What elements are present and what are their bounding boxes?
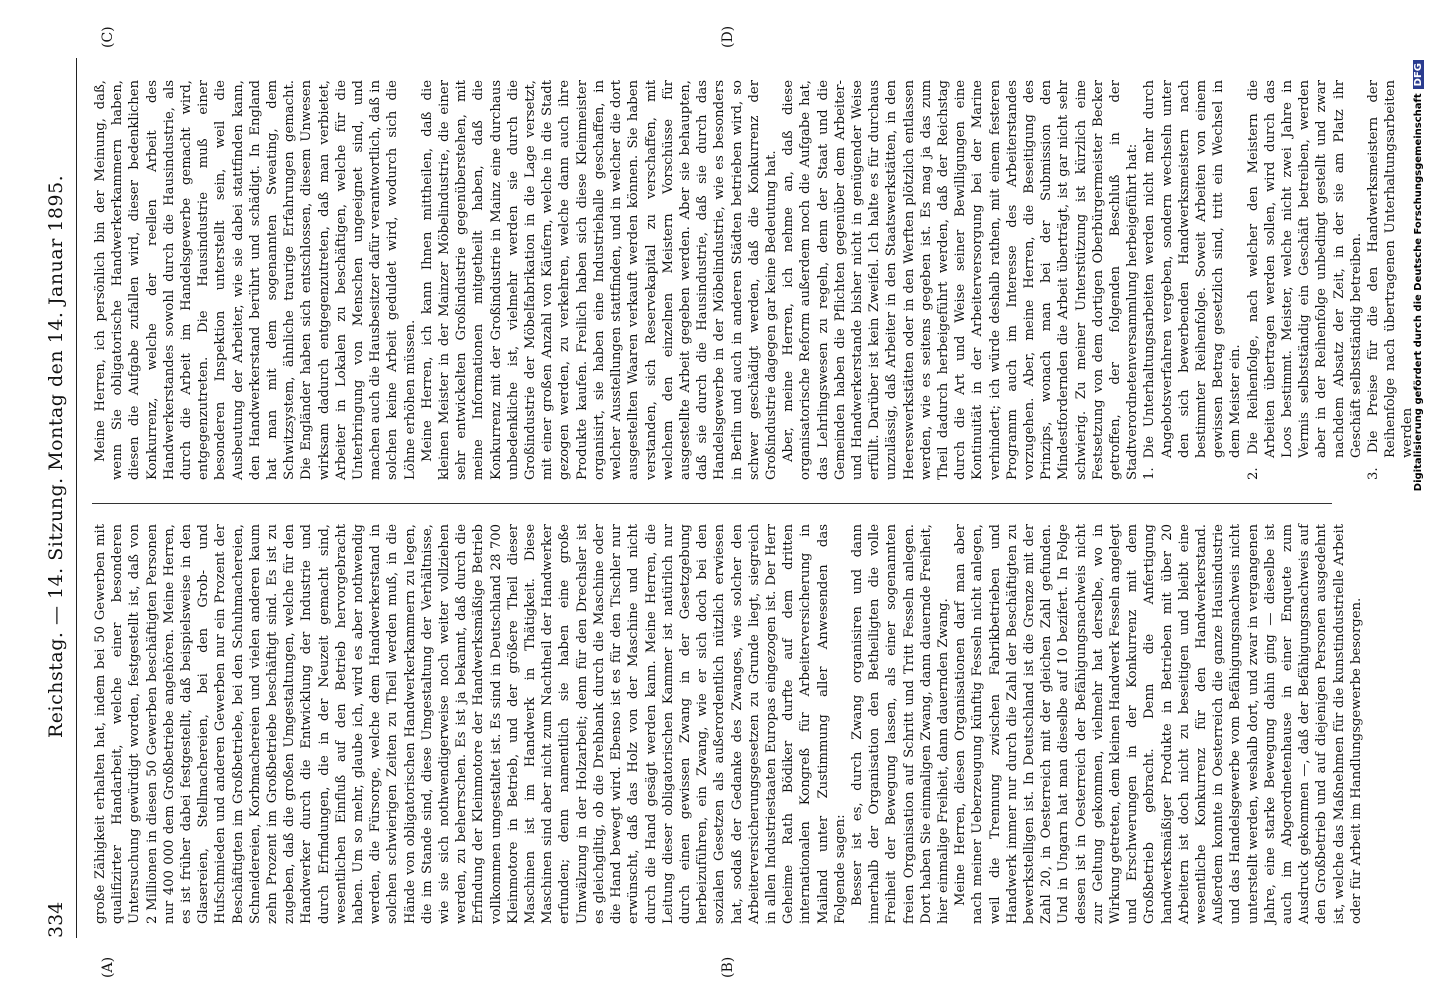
- right-column: [92, 80, 1416, 480]
- left-column: [92, 524, 1364, 924]
- page-header: [36, 58, 77, 938]
- paragraph: Meine Herren, diesen Organisationen darf man aber nach meiner Ueberzeugung künftig Fesseln nicht anlegen, weil die Trennung zwischen Fabrikbetrieben und Handwerk immer nur durch die Zahl der Beschäftigten zu bewerkstelligen ist. In Deutschland ist die Grenze mit der Zahl 20, in Oesterreich mit der gleichen Zahl gefunden. Und in Ungarn hat man dieselbe auf 10 bezifert. In Folge dessen ist in Oesterreich der Befähigungsnachweis nicht zur Geltung gekommen, vielmehr hat derselbe, wo in Wirkung getreten, dem kleinen Handwerk Fesseln angelegt und Erschwerungen in der Konkurrenz mit dem Großbetrieb gebracht. Denn die Anfertigung handwerksmäßiger Produkte in Betrieben mit über 20 Arbeitern ist doch nicht zu beseitigen und bleibt eine wesentliche Konkurrenz für den Handwerkerstand. Außerdem konnte in Oesterreich die ganze Hausindustrie und das Handelsgewerbe vom Befähigungsnachweis nicht unterstellt werden, weshalb dort, und zwar in vergangenen Jahre, eine starke Bewegung dahin ging — dieselbe ist auch im Abgeordnetenhause in einer Enquete zum Ausdruck gekommen —, daß der Befähigungsnachweis auf den Großbetrieb und auf diejenigen Personen ausgedehnt ist, welche das Maßnehmen für die kunstindustrielle Arbeit oder für Arbeit im Handlungsgewerbe besorgen.: [953, 524, 1364, 924]
- margin-marker-c: (C): [100, 26, 116, 48]
- margin-marker-d: (D): [720, 25, 736, 48]
- digitization-credit: [1410, 60, 1428, 940]
- list-item: 3. Die Preise für die den Handwerksmeistern der Reihenfolge nach übertragenen Unterhaltungsarbeiten werden: [1366, 80, 1416, 480]
- paragraph: Meine Herren, ich kann Ihnen mittheilen, daß die kleinen Meister in der Mainzer Möbelindustrie, die einer sehr entwickelten Großindustrie gegenüberstehen, mit meine Informationen mitgetheilt haben, daß die Konkurrenz mit der Großindustrie in Mainz eine durchaus unbedenkliche ist, vielmehr werden sie durch die Großindustrie der Möbelfabrikation in die Lage versetzt, mit einer großen Anzahl von Käufern, welche in die Stadt gezogen werden, zu verkehren, welche dann auch ihre Produkte kaufen. Freilich haben sich diese Kleinmeister organisirt, sie haben eine Industriehalle geschaffen, in welcher Ausstellungen stattfinden, und in welcher die dort ausgestellten Waaren verkauft werden können. Sie haben verstanden, sich Reservekapital zu verschaffen, mit welchem den einzelnen Meistern Vorschüsse für ausgestellte Arbeit gegeben werden. Aber sie behaupten, daß sie durch die Hausindustrie, daß sie durch das Handelsgewerbe in der Möbelindustrie, wie es besonders in Berlin und auch in anderen Städten betrieben wird, so schwer geschädigt werden, daß die Konkurrenz der Großindustrie dagegen gar keine Bedeutung hat.: [419, 80, 779, 480]
- dfg-logo: DFG: [1413, 60, 1424, 89]
- column-divider: [92, 503, 1332, 504]
- page-number: 334: [45, 901, 67, 938]
- paragraph: Aber, meine Herren, ich nehme an, daß diese organisatorische Reform außerdem noch die Aufgabe hat, das Lehrlingswesen zu regeln, denn der Staat und die Gemeinden haben die Pflichten gegenüber dem Arbeiter- und Handwerkerstande bisher nicht in genügender Weise erfüllt. Darüber ist kein Zweifel. Ich halte es für durchaus unzulässig, daß Arbeiter in den Staatswerkstätten, in den Heereswerkstätten oder in den Werften plötzlich entlassen werden, wie es seitens gegeben ist. Es mag ja das zum Theil dadurch herbeigeführt werden, daß der Reichstag durch die Art und Weise seiner Bewilligungen eine Kontinuität in der Arbeiterversorgung bei der Marine verhindert; ich würde deshalb rathen, mit einem festeren Programm auch im Interesse des Arbeiterstandes vorzugehen. Aber, meine Herren, die Beseitigung des Prinzips, wonach man bei der Submission den Mindestfordernden die Arbeit überträgt, ist gar nicht sehr schwierig. Zu meiner Unterstützung ist kürzlich eine Festsetzung von dem dortigen Oberbürgermeister Becker getroffen, der folgenden Beschluß in der Stadtverordnetenversammlung herbeigeführt hat:: [781, 80, 1141, 480]
- quotation: Besser ist es, durch Zwang organisiren und dann innerhalb der Organisation den Betheiligten die volle Freiheit der Bewegung lassen, als einer sogenannten freien Organisation auf Schritt und Tritt Fesseln anlegen. Dort haben Sie einmaligen Zwang, dann dauernde Freiheit, hier einmalige Freiheit, dann dauernden Zwang.: [849, 524, 951, 924]
- list-item: 1. Die Unterhaltungsarbeiten werden nicht mehr durch Angebotsverfahren vergeben, sondern wechseln unter den sich bewerbenden Handwerksmeistern nach bestimmter Reihenfolge. Soweit Arbeiten von einem gewissen Betrag gesetzlich sind, tritt ein Wechsel in dem Meister ein.: [1142, 80, 1244, 480]
- margin-marker-b: (B): [720, 956, 736, 978]
- credit-text: Digitalisierung gefördert durch die Deutsche Forschungsgemeinschaft: [1413, 93, 1424, 492]
- paragraph: Meine Herren, ich persönlich bin der Meinung, daß, wenn Sie obligatorische Handwerkerkammern haben, diesen die Aufgabe zufallen wird, dieser bedenklichen Konkurrenz, welche der reellen Arbeit des Handwerkerstandes sowohl durch die Hausindustrie, als durch die Arbeit im Handelsgewerbe gemacht wird, entgegenzutreten. Die Hausindustrie muß einer besonderen Inspektion unterstellt sein, weil die Ausbeutung der Arbeiter, wie sie dabei stattfinden kann, den Handwerkerstand berührt und schädigt. In England hat man mit dem sogenannten Sweating, dem Schwitzsystem, ähnliche traurige Erfahrungen gemacht. Die Engländer haben sich entschlossen, diesem Unwesen wirksam dadurch entgegenzutreten, daß man verbietet, Arbeiter in Lokalen zu beschäftigen, welche für die Unterbringung von Menschen ungeeignet sind, und machen auch die Hausbesitzer dafür verantwortlich, daß in solchen keine Arbeit geduldet wird, wodurch sich die Löhne erhöhen müssen.: [93, 80, 418, 480]
- margin-marker-a: (A): [100, 956, 116, 978]
- paragraph: große Zähigkeit erhalten hat, indem bei 50 Gewerben mit qualifizirter Handarbeit, welche einer besonderen Untersuchung gewürdigt worden, festgestellt ist, daß von 2 Millionen in diesen 50 Gewerben beschäftigten Personen nur 400 000 dem Großbetriebe angehören. Meine Herren, es ist früher dabei festgestellt, daß beispielsweise in den Glasereien, Stellmachereien, bei den Grob- und Hufschmieden und anderen Gewerben nur ein Prozent der Beschäftigten im Großbetriebe, bei den Schuhmachereien, Schneidereien, Korbmachereien und vielen anderen kaum zehn Prozent im Großbetriebe beschäftigt sind. Es ist zu zugeben, daß die großen Umgestaltungen, welche für den Handwerker durch die Entwicklung der Industrie und durch Erfindungen, die in der Neuzeit gemacht sind, wesentlichen Einfluß auf den Betrieb hervorgebracht haben. Um so mehr, glaube ich, wird es aber nothwendig werden, die Fürsorge, welche dem Handwerkerstand in solchen schwierigen Zeiten zu Theil werden muß, in die Hände von obligatorischen Handwerkerkammern zu legen, die im Stande sind, diese Umgestaltung der Verhältnisse, wie sie sich nothwendigerweise noch weiter vollziehen werden, zu beherrschen. Es ist ja bekannt, daß durch die Erfindung der Kleinmotore der Handwerksmäßige Betrieb vollkommen umgestaltet ist. Es sind in Deutschland 28 700 Kleinmotore in Betrieb, und der größere Theil dieser Maschinen ist im Handwerk in Thätigkeit. Diese Maschinen sind aber nicht zum Nachtheil der Handwerker erfunden; denn namentlich sie haben eine große Umwälzung in der Holzarbeit; denn für den Drechsler ist es gleichgiltig, ob die Drehbank durch die Maschine oder die Hand bewegt wird. Ebenso ist es für den Tischler nur erwünscht, daß das Holz von der Maschine und nicht durch die Hand gesägt werden kann. Meine Herren, die Leitung dieser obligatorischen Kammer ist natürlich nur durch einen gewissen Zwang in der Gesetzgebung herbeizuführen, ein Zwang, wie er sich doch bei den sozialen Gesetzen als außerordentlich nützlich erwiesen hat, sodaß der Gedanke des Zwanges, wie solcher den Arbeiterversicherungsgesetzen zu Grunde liegt, siegreich in allen Industriestaaten Europas eingezogen ist. Der Herr Geheime Rath Bödiker durfte auf dem dritten internationalen Kongreß für Arbeiterversicherung in Mailand unter Zustimmung aller Anwesenden das Folgende sagen:: [93, 524, 848, 924]
- page-title: Reichstag. — 14. Sitzung. Montag den 14. Januar 1895.: [45, 174, 67, 738]
- list-item: 2. Die Reihenfolge, nach welcher den Meistern die Arbeiten übertragen werden sollen, wird durch das Loos bestimmt. Meister, welche nicht zwei Jahre in Vermis selbstständig ein Geschäft betreiben, werden aber in der Reihenfolge unbedingt gestellt und zwar nachdem Absatz der Zeit, in der sie am Platz ihr Geschäft selbstständig betreiben.: [1245, 80, 1364, 480]
